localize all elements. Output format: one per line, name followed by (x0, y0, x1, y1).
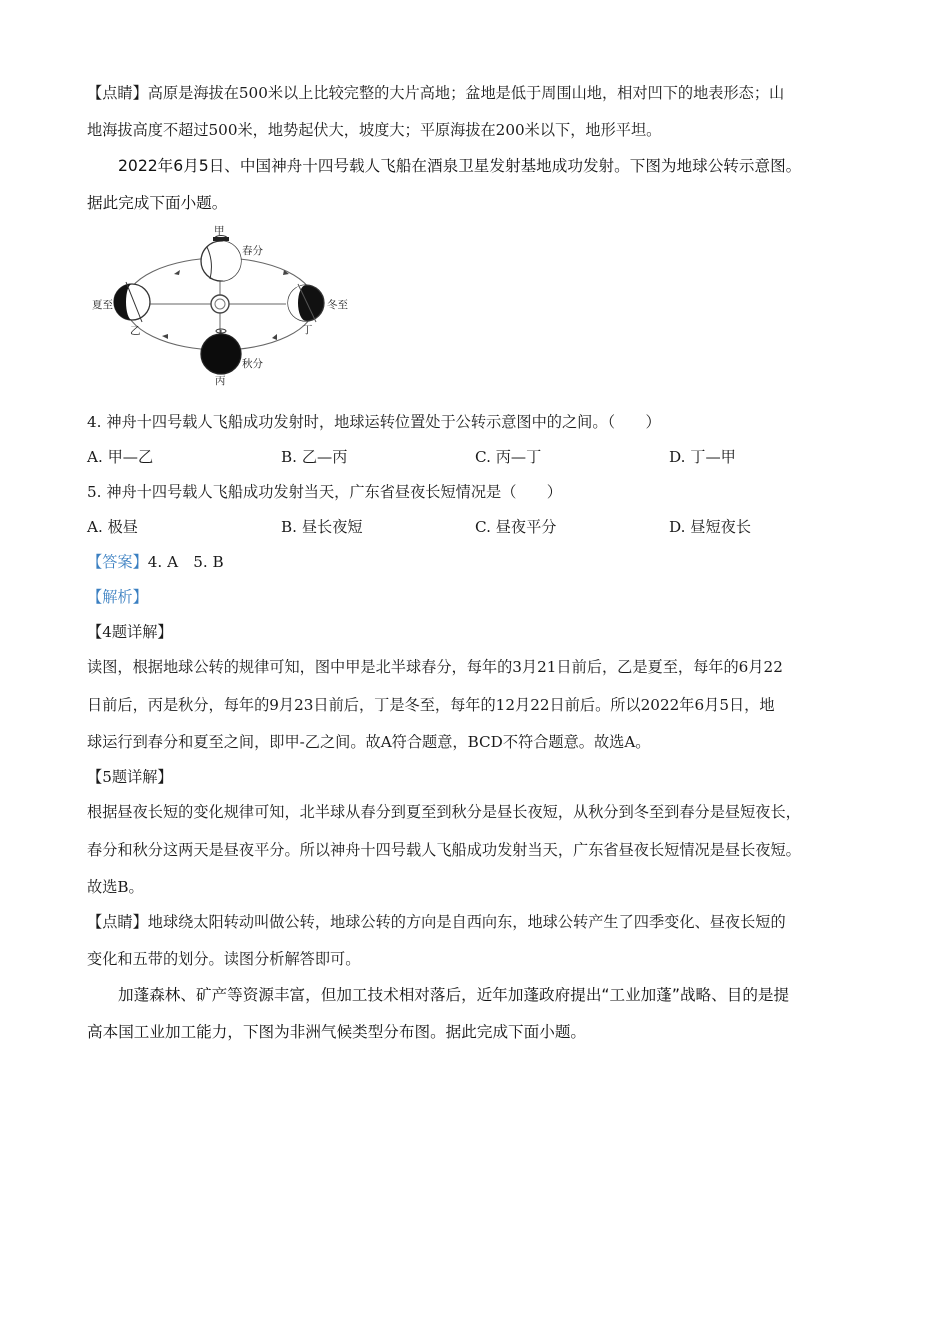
label-chunfen: 春分 (242, 245, 263, 257)
point-note-line-2: 地海拔高度不超过500米，地势起伏大，坡度大；平原海拔在200米以下，地形平坦。 (87, 121, 662, 139)
detail-5-line-1: 根据昼夜长短的变化规律可知，北半球从春分到夏至到秋分是昼长夜短，从秋分到冬至到春分是昼短夜长， (87, 803, 801, 821)
earth-revolution-diagram (86, 222, 356, 390)
label-xiazhi: 夏至 (92, 299, 113, 311)
orbit-arrow-top (174, 270, 180, 275)
detail-4-line-1: 读图，根据地球公转的规律可知，图中甲是北半球春分，每年的3月21日前后，乙是夏至，每年的6月22 (87, 658, 783, 676)
q4-option-a[interactable]: A. 甲—乙 (87, 448, 154, 466)
orbit-arrow-bottom (272, 334, 277, 340)
earth-autumn-equinox-icon (201, 329, 241, 374)
earth-summer-solstice-icon (114, 282, 150, 322)
label-ding: 丁 (302, 324, 313, 336)
point-note-line-1: 【点睛】高原是海拔在500米以上比较完整的大片高地；盆地是低于周围山地，相对凹下的地表形态；山 (87, 84, 785, 102)
sun-icon (211, 295, 229, 313)
point-note-2-line-2: 变化和五带的划分。读图分析解答即可。 (87, 950, 361, 968)
detail-5-title: 【5题详解】 (87, 768, 173, 786)
label-jia: 甲 (214, 225, 225, 237)
detail-4-line-2: 日前后，丙是秋分，每年的9月23日前后，丁是冬至，每年的12月22日前后。所以2022年6月5日，地 (87, 696, 775, 714)
orbit-arrow-left (162, 334, 168, 339)
detail-4-title: 【4题详解】 (87, 623, 173, 641)
earth-winter-solstice-icon (288, 284, 324, 322)
q5-option-c[interactable]: C. 昼夜平分 (475, 518, 557, 536)
answer-tag: 【答案】 (87, 553, 148, 571)
label-qiufen: 秋分 (242, 358, 263, 370)
question-4-stem: 4. 神舟十四号载人飞船成功发射时，地球运转位置处于公转示意图中的之间。（ ） (87, 413, 661, 431)
q5-option-b[interactable]: B. 昼长夜短 (281, 518, 363, 536)
intro-line-1: 2022年6月5日、中国神舟十四号载人飞船在酒泉卫星发射基地成功发射。下图为地球公转示意图。 (118, 157, 802, 175)
intro-2-line-2: 高本国工业加工能力，下图为非洲气候类型分布图。据此完成下面小题。 (87, 1023, 587, 1041)
label-dongzhi: 冬至 (327, 299, 348, 311)
detail-5-line-3: 故选B。 (87, 878, 144, 896)
q4-option-d[interactable]: D. 丁—甲 (669, 448, 736, 466)
intro-2-line-1: 加蓬森林、矿产等资源丰富，但加工技术相对落后，近年加蓬政府提出“工业加蓬”战略、目的是提 (118, 986, 790, 1004)
answer-line (87, 551, 863, 572)
point-note-2-line-1: 【点睛】地球绕太阳转动叫做公转，地球公转的方向是自西向东，地球公转产生了四季变化、昼夜长短的 (87, 913, 786, 931)
earth-spring-equinox-icon (201, 236, 241, 282)
q4-option-b[interactable]: B. 乙—丙 (281, 448, 348, 466)
q4-option-c[interactable]: C. 丙—丁 (475, 448, 542, 466)
label-yi: 乙 (130, 325, 141, 337)
detail-5-line-2: 春分和秋分这两天是昼夜平分。所以神舟十四号载人飞船成功发射当天，广东省昼夜长短情况是昼长夜短。 (87, 841, 801, 859)
label-bing: 丙 (215, 375, 226, 387)
detail-4-line-3: 球运行到春分和夏至之间，即甲-乙之间。故A符合题意，BCD不符合题意。故选A。 (87, 733, 651, 751)
intro-line-2: 据此完成下面小题。 (87, 194, 228, 212)
answer-text: 4. A 5. B (147, 553, 224, 571)
analysis-tag: 【解析】 (87, 588, 148, 606)
q5-option-a[interactable]: A. 极昼 (87, 518, 138, 536)
q5-option-d[interactable]: D. 昼短夜长 (669, 518, 752, 536)
question-5-stem: 5. 神舟十四号载人飞船成功发射当天，广东省昼夜长短情况是（ ） (87, 483, 562, 501)
